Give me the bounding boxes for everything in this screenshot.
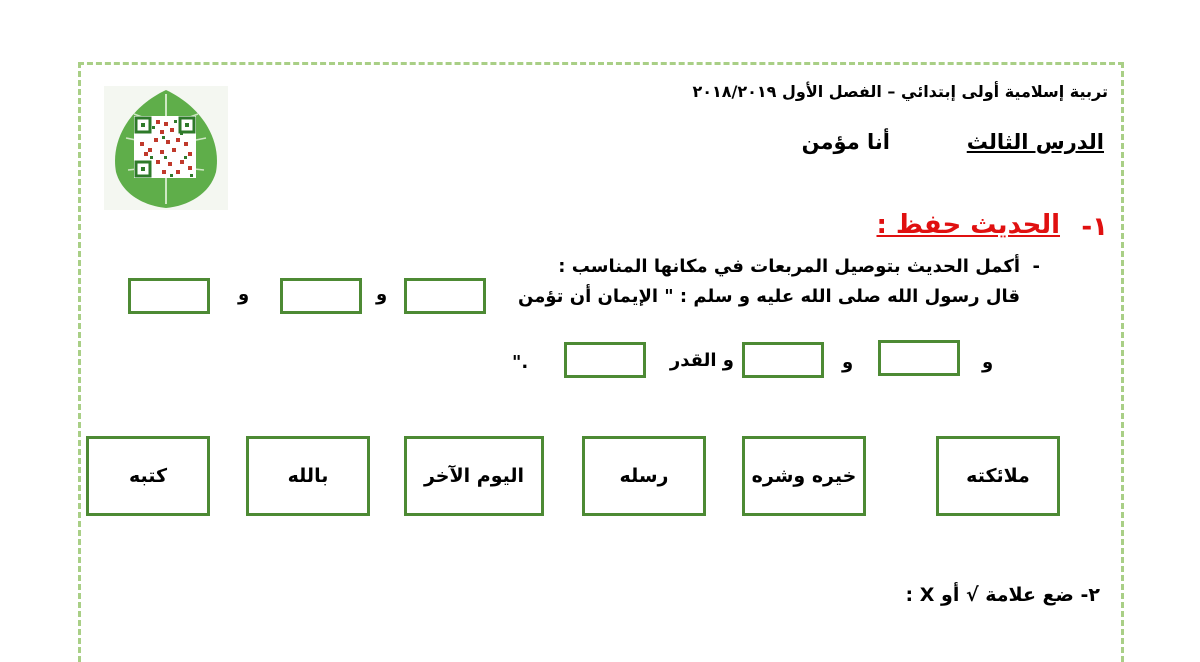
word-card[interactable]: ملائكته	[936, 436, 1060, 516]
blank-box[interactable]	[742, 342, 824, 378]
and-word: و	[842, 352, 854, 373]
blank-box[interactable]	[128, 278, 210, 314]
word-card[interactable]: اليوم الآخر	[404, 436, 544, 516]
qr-leaf-logo	[104, 86, 228, 210]
and-word: و	[376, 284, 388, 305]
hadith-start: قال رسول الله صلى الله عليه و سلم : " الإيمان أن تؤمن	[518, 286, 1020, 307]
lesson-number: الدرس الثالث	[966, 130, 1104, 154]
word-card[interactable]: بالله	[246, 436, 370, 516]
blank-box[interactable]	[878, 340, 960, 376]
blank-box[interactable]	[280, 278, 362, 314]
and-word: و	[982, 352, 994, 373]
word-card[interactable]: رسله	[582, 436, 706, 516]
instruction-text: أكمل الحديث بتوصيل المربعات في مكانها المناسب :	[558, 256, 1020, 277]
section1-title: الحديث حفظ :	[876, 210, 1060, 240]
and-word: و	[238, 284, 250, 305]
instruction-bullet: -	[1032, 256, 1040, 277]
blank-box[interactable]	[564, 342, 646, 378]
and-qadar: و القدر	[669, 350, 734, 371]
worksheet-header: تربية إسلامية أولى إبتدائي – الفصل الأول ٢٠١٨/٢٠١٩	[692, 82, 1108, 101]
word-card[interactable]: كتبه	[86, 436, 210, 516]
hadith-end: ".	[512, 352, 529, 373]
word-card[interactable]: خيره وشره	[742, 436, 866, 516]
lesson-title: أنا مؤمن	[801, 130, 890, 154]
section1-number: ١-	[1081, 212, 1108, 242]
section2-title: ٢- ضع علامة √ أو X :	[905, 584, 1100, 606]
blank-box[interactable]	[404, 278, 486, 314]
